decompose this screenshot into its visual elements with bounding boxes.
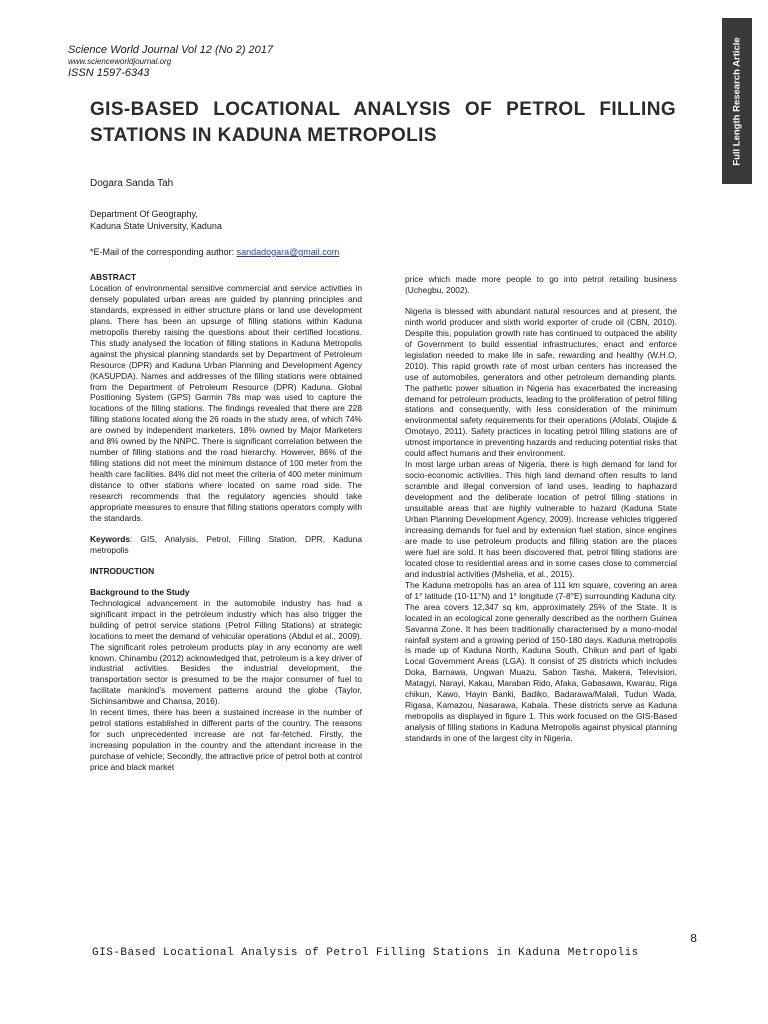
journal-header — [68, 44, 273, 79]
author-affiliation — [90, 208, 222, 232]
keywords-text: : GIS, Analysis, Petrol, Filling Station, DPR, Kaduna metropolis — [90, 533, 362, 555]
affiliation-university: Kaduna State University, Kaduna — [90, 221, 222, 231]
paper-title: GIS-BASED LOCATIONAL ANALYSIS OF PETROL FILLING STATIONS IN KADUNA METROPOLIS — [90, 99, 676, 146]
background-subheading: Background to the Study — [90, 586, 190, 597]
journal-website[interactable]: www.scienceworldjournal.org — [68, 57, 172, 66]
article-type-label: Full Length Research Article — [731, 36, 743, 166]
email-label: *E-Mail of the corresponding author: — [90, 247, 237, 257]
corresponding-email — [90, 247, 339, 257]
affiliation-department: Department Of Geography, — [90, 209, 198, 219]
right-paragraph-1: price which made more people to go into petrol retailing business (Uchegbu, 2002). — [405, 274, 677, 295]
running-footer: GIS-Based Locational Analysis of Petrol Filling Stations in Kaduna Metropolis — [92, 947, 639, 959]
keywords-label: Keywords — [90, 533, 131, 544]
left-column — [90, 272, 362, 773]
introduction-heading: INTRODUCTION — [90, 565, 155, 576]
right-paragraph-3: In most large urban areas of Nigeria, there is high demand for land for socio-economic activities. This high land demand often results to land scramble and illegal conversion of land uses, leading to haphazard development and the deliberate location of petrol filling stations in unsuitable areas that are highly vulnerable to hazard (Kaduna State Urban Planning Development Agency, 2009). Increase vehicles triggered increasing demands for fuel and by extension fuel station, since engines are made to use petroleum products and filling station are the places were fuel are sold. It has been discovered that, petrol filling stations are located close to residential areas and in some cases close to commercial and industrial activities (Mshelia, et al., 2015). — [405, 459, 677, 579]
author-name: Dogara Sanda Tah — [90, 178, 174, 189]
intro-paragraph-2: In recent times, there has been a sustained increase in the number of petrol stations established in different parts of the country. The reasons for such unprecedented increase are not far-fetched. Firstly, the increasing population in the country and the attendant increase in the purchase of vehicle; Secondly, the attractive price of petrol both at control price and black market — [90, 707, 362, 773]
email-link[interactable]: sandadogara@gmail.com — [236, 247, 340, 257]
abstract-heading: ABSTRACT — [90, 272, 137, 282]
journal-name: Science World Journal Vol 12 (No 2) 2017 — [68, 44, 274, 56]
right-column — [405, 274, 677, 744]
article-type-tab — [722, 18, 752, 184]
intro-paragraph-1: Technological advancement in the automobile industry has had a significant impact in the petroleum industry which has also trigger the building of petrol service stations (Petrol Filling Stations) at strategic locations to meet the demand of vehicular operations (Abdul et al., 2009). The significant roles petroleum products play in any economy are well known. Chinambu (2012) acknowledged that, petroleum is a key driver of industrial activities. Besides the industrial development, the transportation sector is presumed to be the major consumer of fuel to facilitate mankind's movement patterns around the globe (Taylor, Sichinsambwe and Chansa, 2016). — [90, 597, 362, 707]
keywords — [90, 534, 362, 556]
journal-issn: ISSN 1597-6343 — [68, 67, 150, 79]
abstract-text: Location of environmental sensitive commercial and service activities in densely populated urban areas are guided by planning principles and standards, expressed in either structure plans or land use development plans. There has been an upsurge of filling stations within Kaduna metropolis thereby raising the questions about their certified locations. This study analysed the location of filling stations in Kaduna Metropolis against the physical planning standards set by Department of Petroleum Resource (DPR) and Kaduna Urban Planning and Development Agency (KASUPDA). Names and addresses of the filling stations were obtained from the Department of Petroleum Resource (DPR) Kaduna. Global Positioning System (GPS) Garmin 78s map was used to capture the locations of the filling stations. The findings revealed that there are 228 filling stations located along the 26 roads in the study area, of which 74% are owned by independent marketers, 18% owned by Major Marketers and 8% owned by the NNPC. There is significant correlation between the number of filling stations and the road hierarchy. However, 86% of the filling stations did not meet the minimum distance of 100 meter from the health care facilities. 84% did not meet the criteria of 400 meter minimum distance to other stations where located on same road side. The research recommends that the regulatory agencies should take appropriate measures to ensure that filling stations operators comply with the standards. — [90, 282, 362, 523]
page-number: 8 — [690, 932, 698, 946]
right-paragraph-4: The Kaduna metropolis has an area of 111 km square, covering an area of 1° latitude (10-11°N) and 1° longitude (7-8°E) surrounding Kaduna city. The area covers 12,347 sq km, approximately 25% of the State. It is located in an ecological zone generally described as the northern Guinea Savanna Zone. It has been traditionally characterised by a mono-modal rainfall system and a growing period of 150-180 days. Kaduna metropolis is made up of Kaduna North, Kaduna South, Chikun and part of Igabi Local Government Areas (LGA). It consist of 25 districts which includes Doka, Barnawa, Ungwan Muazu, Sabon Tasha, Makera, Television, Matagyi, Narayi, Kakau, Maraban Rido, Afaka, Gabasawa, Kwarau, Riga chikun, Kawo, Hayin Banki, Badiko, Badarawa/Malali, Tudun Wada, Rigasa, Kamazou, Nasarawa, Kabala. These districts serve as Kaduna metropolis as displayed in figure 1. This work focused on the GIS-Based analysis of filling stations in Kaduna Metropolis against physical planning standards in one of the largest city in Nigeria. — [405, 579, 677, 744]
right-paragraph-2: Nigeria is blessed with abundant natural resources and at present, the ninth world producer and sixth world exporter of crude oil (CBN, 2010). Despite this, population growth rate has continued to outpaced the ability of Government to build essential infrastructures, enact and enforce legislation needed to make life in safe, rewarding and healthy (W.H.O, 2010). This rapid growth rate of most urban centers has increased the use of automobiles, generators and other petroleum demanding plants. The pathetic power situation in Nigeria has exacerbated the increasing demand for petroleum products, leading to the proliferation of petrol filling stations and consequently, with less consideration of the minimum environmental safety requirements for their operations (Afolabi, Olajide & Omotayo, 2011). Safety practices in locating petrol filling stations are of utmost importance in preventing hazards and reducing potential risks that could affect humans and their environment. — [405, 305, 677, 459]
